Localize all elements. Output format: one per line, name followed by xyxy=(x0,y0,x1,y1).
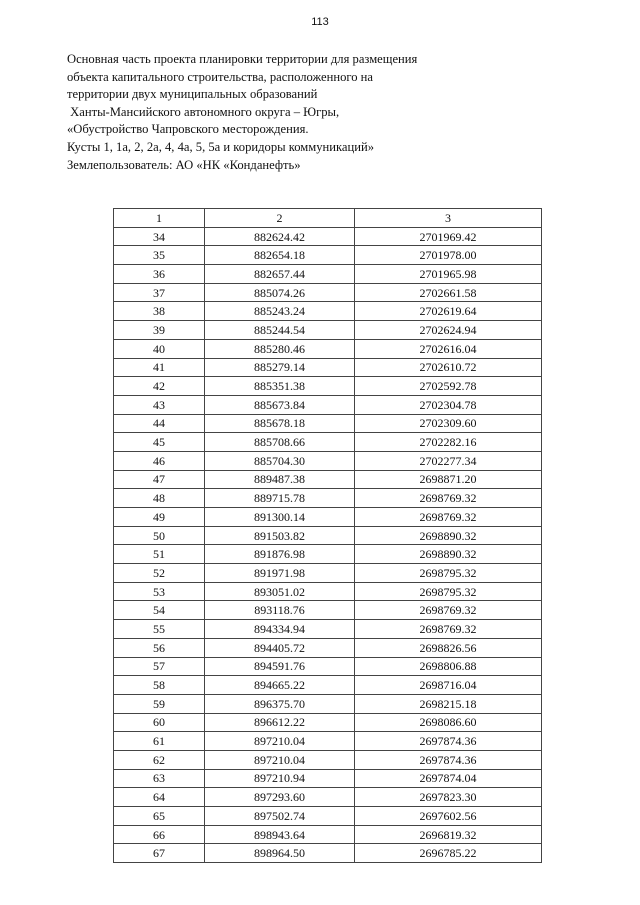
table-row xyxy=(114,620,542,639)
y-coordinate-cell: 2698769.32 xyxy=(355,620,542,639)
point-number-cell: 36 xyxy=(114,265,205,284)
y-coordinate-cell: 2702619.64 xyxy=(355,302,542,321)
point-number-cell: 59 xyxy=(114,694,205,713)
x-coordinate-cell: 897293.60 xyxy=(205,788,355,807)
point-number-cell: 43 xyxy=(114,395,205,414)
table-row xyxy=(114,339,542,358)
point-number-cell: 49 xyxy=(114,508,205,527)
point-number-cell: 44 xyxy=(114,414,205,433)
point-number-cell: 63 xyxy=(114,769,205,788)
point-number-cell: 64 xyxy=(114,788,205,807)
header-line: Основная часть проекта планировки территории для размещения xyxy=(67,52,418,66)
x-coordinate-cell: 885243.24 xyxy=(205,302,355,321)
point-number-cell: 67 xyxy=(114,844,205,863)
table-row xyxy=(114,676,542,695)
y-coordinate-cell: 2701965.98 xyxy=(355,265,542,284)
table-row xyxy=(114,246,542,265)
y-coordinate-cell: 2702661.58 xyxy=(355,283,542,302)
point-number-cell: 39 xyxy=(114,321,205,340)
x-coordinate-cell: 885704.30 xyxy=(205,451,355,470)
header-line: «Обустройство Чапровского месторождения. xyxy=(67,122,309,137)
x-coordinate-cell: 897210.04 xyxy=(205,732,355,751)
header-line: территории двух муниципальных образований xyxy=(67,87,318,102)
y-coordinate-cell: 2698826.56 xyxy=(355,638,542,657)
point-number-cell: 34 xyxy=(114,227,205,246)
coordinates-table xyxy=(113,208,542,863)
header-line: Землепользователь: АО «НК «Конданефть» xyxy=(67,157,301,172)
y-coordinate-cell: 2697874.04 xyxy=(355,769,542,788)
y-coordinate-cell: 2698871.20 xyxy=(355,470,542,489)
table-row xyxy=(114,227,542,246)
point-number-cell: 57 xyxy=(114,657,205,676)
x-coordinate-cell: 885244.54 xyxy=(205,321,355,340)
document-header xyxy=(67,51,487,174)
table-row xyxy=(114,414,542,433)
y-coordinate-cell: 2702309.60 xyxy=(355,414,542,433)
y-coordinate-cell: 2701969.42 xyxy=(355,227,542,246)
y-coordinate-cell: 2702624.94 xyxy=(355,321,542,340)
point-number-cell: 50 xyxy=(114,526,205,545)
x-coordinate-cell: 885351.38 xyxy=(205,377,355,396)
table-row xyxy=(114,694,542,713)
table-row xyxy=(114,844,542,863)
y-coordinate-cell: 2698795.32 xyxy=(355,582,542,601)
y-coordinate-cell: 2698086.60 xyxy=(355,713,542,732)
y-coordinate-cell: 2698769.32 xyxy=(355,508,542,527)
x-coordinate-cell: 882624.42 xyxy=(205,227,355,246)
x-coordinate-cell: 897502.74 xyxy=(205,807,355,826)
x-coordinate-cell: 898943.64 xyxy=(205,825,355,844)
x-coordinate-cell: 891971.98 xyxy=(205,564,355,583)
x-coordinate-cell: 893051.02 xyxy=(205,582,355,601)
header-line: Ханты-Мансийского автономного округа – Югры, xyxy=(67,104,340,119)
point-number-cell: 60 xyxy=(114,713,205,732)
table-row xyxy=(114,302,542,321)
x-coordinate-cell: 897210.04 xyxy=(205,750,355,769)
table-row xyxy=(114,470,542,489)
x-coordinate-cell: 891300.14 xyxy=(205,508,355,527)
table-row xyxy=(114,713,542,732)
point-number-cell: 65 xyxy=(114,807,205,826)
y-coordinate-cell: 2701978.00 xyxy=(355,246,542,265)
y-coordinate-cell: 2698806.88 xyxy=(355,657,542,676)
table-row xyxy=(114,750,542,769)
point-number-cell: 48 xyxy=(114,489,205,508)
table-row xyxy=(114,638,542,657)
point-number-cell: 38 xyxy=(114,302,205,321)
point-number-cell: 37 xyxy=(114,283,205,302)
header-line: объекта капитального строительства, расположенного на xyxy=(67,69,373,84)
y-coordinate-cell: 2696819.32 xyxy=(355,825,542,844)
table-row xyxy=(114,395,542,414)
table-body xyxy=(114,227,542,862)
point-number-cell: 51 xyxy=(114,545,205,564)
point-number-cell: 52 xyxy=(114,564,205,583)
x-coordinate-cell: 885280.46 xyxy=(205,339,355,358)
point-number-cell: 61 xyxy=(114,732,205,751)
table-row xyxy=(114,358,542,377)
y-coordinate-cell: 2702282.16 xyxy=(355,433,542,452)
column-header: 1 xyxy=(114,209,205,228)
table-row xyxy=(114,526,542,545)
y-coordinate-cell: 2697602.56 xyxy=(355,807,542,826)
table-row xyxy=(114,377,542,396)
x-coordinate-cell: 894665.22 xyxy=(205,676,355,695)
table-row xyxy=(114,433,542,452)
x-coordinate-cell: 885279.14 xyxy=(205,358,355,377)
x-coordinate-cell: 885678.18 xyxy=(205,414,355,433)
point-number-cell: 56 xyxy=(114,638,205,657)
y-coordinate-cell: 2698716.04 xyxy=(355,676,542,695)
point-number-cell: 54 xyxy=(114,601,205,620)
column-header: 3 xyxy=(355,209,542,228)
x-coordinate-cell: 889487.38 xyxy=(205,470,355,489)
x-coordinate-cell: 893118.76 xyxy=(205,601,355,620)
y-coordinate-cell: 2702616.04 xyxy=(355,339,542,358)
y-coordinate-cell: 2698215.18 xyxy=(355,694,542,713)
x-coordinate-cell: 882657.44 xyxy=(205,265,355,284)
table-row xyxy=(114,732,542,751)
point-number-cell: 40 xyxy=(114,339,205,358)
point-number-cell: 45 xyxy=(114,433,205,452)
point-number-cell: 47 xyxy=(114,470,205,489)
point-number-cell: 42 xyxy=(114,377,205,396)
x-coordinate-cell: 891876.98 xyxy=(205,545,355,564)
table-row xyxy=(114,825,542,844)
x-coordinate-cell: 896612.22 xyxy=(205,713,355,732)
table-header-row xyxy=(114,209,542,228)
table-row xyxy=(114,283,542,302)
y-coordinate-cell: 2698769.32 xyxy=(355,489,542,508)
table-row xyxy=(114,545,542,564)
point-number-cell: 35 xyxy=(114,246,205,265)
table-row xyxy=(114,451,542,470)
x-coordinate-cell: 894405.72 xyxy=(205,638,355,657)
x-coordinate-cell: 882654.18 xyxy=(205,246,355,265)
table-row xyxy=(114,582,542,601)
y-coordinate-cell: 2698890.32 xyxy=(355,545,542,564)
point-number-cell: 62 xyxy=(114,750,205,769)
table-row xyxy=(114,321,542,340)
page-number: 113 xyxy=(311,16,329,28)
point-number-cell: 58 xyxy=(114,676,205,695)
y-coordinate-cell: 2702304.78 xyxy=(355,395,542,414)
point-number-cell: 41 xyxy=(114,358,205,377)
point-number-cell: 53 xyxy=(114,582,205,601)
table-row xyxy=(114,564,542,583)
x-coordinate-cell: 896375.70 xyxy=(205,694,355,713)
y-coordinate-cell: 2697874.36 xyxy=(355,750,542,769)
y-coordinate-cell: 2698890.32 xyxy=(355,526,542,545)
table-row xyxy=(114,601,542,620)
table-row xyxy=(114,489,542,508)
y-coordinate-cell: 2697874.36 xyxy=(355,732,542,751)
y-coordinate-cell: 2702592.78 xyxy=(355,377,542,396)
x-coordinate-cell: 885673.84 xyxy=(205,395,355,414)
y-coordinate-cell: 2696785.22 xyxy=(355,844,542,863)
table-row xyxy=(114,265,542,284)
x-coordinate-cell: 885708.66 xyxy=(205,433,355,452)
y-coordinate-cell: 2698769.32 xyxy=(355,601,542,620)
table-row xyxy=(114,508,542,527)
y-coordinate-cell: 2702610.72 xyxy=(355,358,542,377)
x-coordinate-cell: 889715.78 xyxy=(205,489,355,508)
x-coordinate-cell: 891503.82 xyxy=(205,526,355,545)
x-coordinate-cell: 885074.26 xyxy=(205,283,355,302)
column-header: 2 xyxy=(205,209,355,228)
table-row xyxy=(114,657,542,676)
y-coordinate-cell: 2697823.30 xyxy=(355,788,542,807)
table-row xyxy=(114,807,542,826)
point-number-cell: 55 xyxy=(114,620,205,639)
y-coordinate-cell: 2698795.32 xyxy=(355,564,542,583)
x-coordinate-cell: 894591.76 xyxy=(205,657,355,676)
x-coordinate-cell: 898964.50 xyxy=(205,844,355,863)
y-coordinate-cell: 2702277.34 xyxy=(355,451,542,470)
point-number-cell: 46 xyxy=(114,451,205,470)
table-row xyxy=(114,788,542,807)
x-coordinate-cell: 894334.94 xyxy=(205,620,355,639)
table-row xyxy=(114,769,542,788)
x-coordinate-cell: 897210.94 xyxy=(205,769,355,788)
point-number-cell: 66 xyxy=(114,825,205,844)
header-line: Кусты 1, 1а, 2, 2а, 4, 4а, 5, 5а и коридоры коммуникаций» xyxy=(67,139,375,154)
